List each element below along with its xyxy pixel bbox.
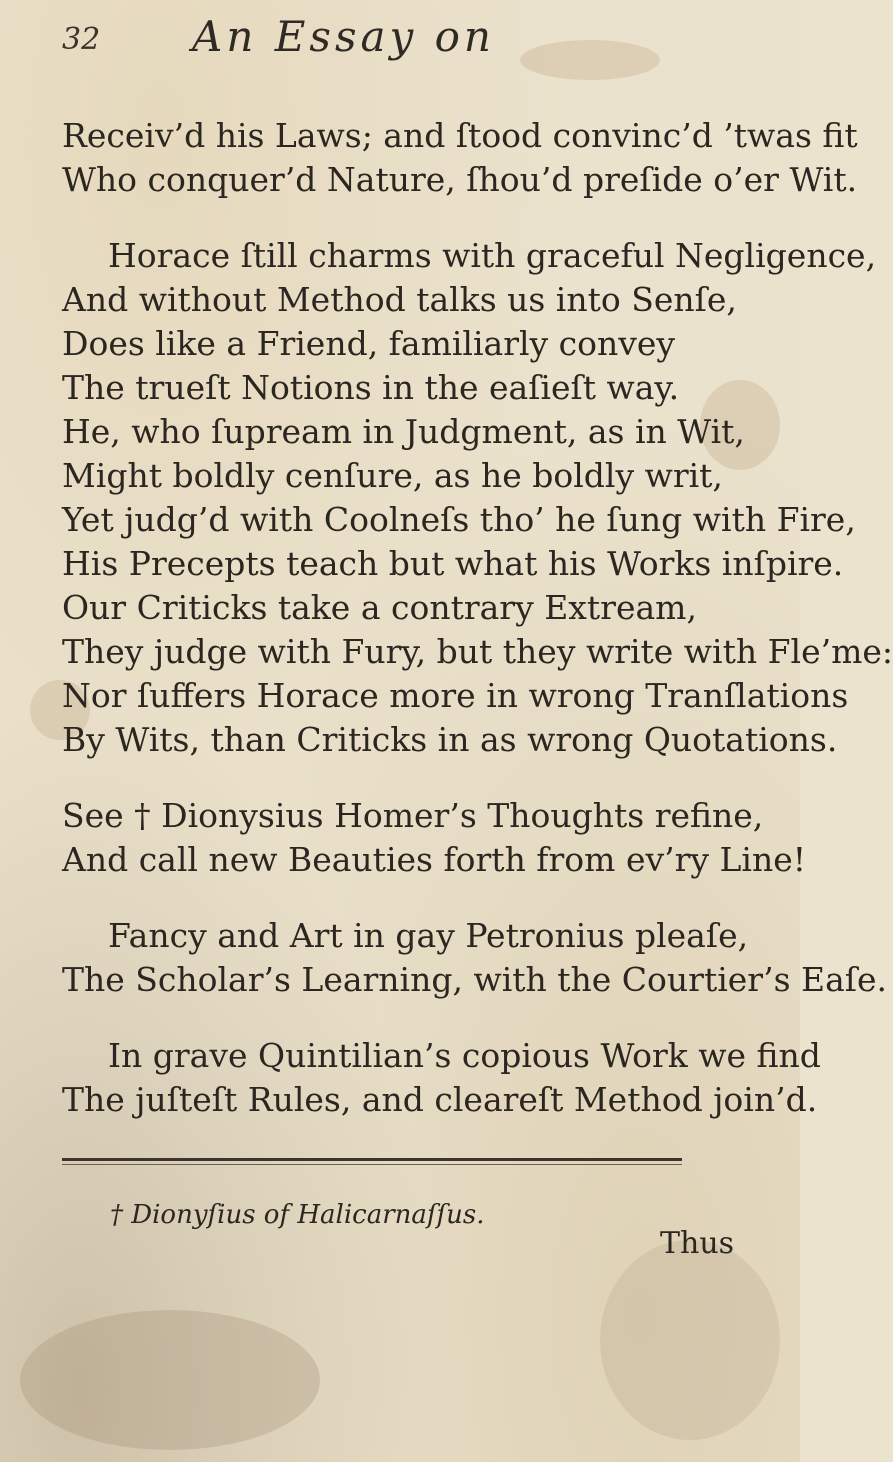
verse-line: He, who ſupream in Judgment, as in Wit, [62, 412, 745, 451]
footnote: † Dionyſius of Halicarnaſſus. [110, 1200, 485, 1230]
verse-line: Nor ſuffers Horace more in wrong Tranſlations [62, 676, 849, 715]
verse-line: The trueſt Notions in the eaſieſt way. [62, 368, 680, 407]
verse-line: The juſteſt Rules, and cleareſt Method join’d. [62, 1080, 818, 1119]
verse-line: Our Criticks take a contrary Extream, [62, 588, 697, 627]
verse-line: See † Dionysius Homer’s Thoughts refine, [62, 796, 764, 835]
catchword: Thus [660, 1226, 735, 1261]
footnote-rule-thin [62, 1164, 682, 1165]
verse-line: The Scholar’s Learning, with the Courtier’s Eaſe. [62, 960, 887, 999]
verse-line: Fancy and Art in gay Petronius pleaſe, [108, 916, 749, 955]
page-header [62, 8, 742, 68]
verse-line: And without Method talks us into Senſe, [62, 280, 737, 319]
running-head: An Essay on [192, 12, 495, 61]
verse-line: Yet judg’d with Coolneſs tho’ he ſung with Fire, [62, 500, 856, 539]
verse-line: In grave Quintilian’s copious Work we find [108, 1036, 821, 1075]
verse-line: They judge with Fury, but they write with Fle’me: [62, 632, 893, 671]
verse-line: And call new Beauties forth from ev’ry Line! [62, 840, 807, 879]
footnote-rule [62, 1158, 682, 1161]
verse-line: By Wits, than Criticks in as wrong Quotations. [62, 720, 838, 759]
verse-line: Does like a Friend, familiarly convey [62, 324, 676, 363]
verse-line: Horace ſtill charms with graceful Negligence, [108, 236, 877, 275]
verse-line: Receiv’d his Laws; and ſtood convinc’d ’twas fit [62, 116, 858, 155]
page-number: 32 [62, 22, 101, 57]
verse-line: Who conquer’d Nature, ſhou’d preſide o’er Wit. [62, 160, 858, 199]
verse-line: Might boldly cenſure, as he boldly writ, [62, 456, 723, 495]
verse-line: His Precepts teach but what his Works inſpire. [62, 544, 844, 583]
